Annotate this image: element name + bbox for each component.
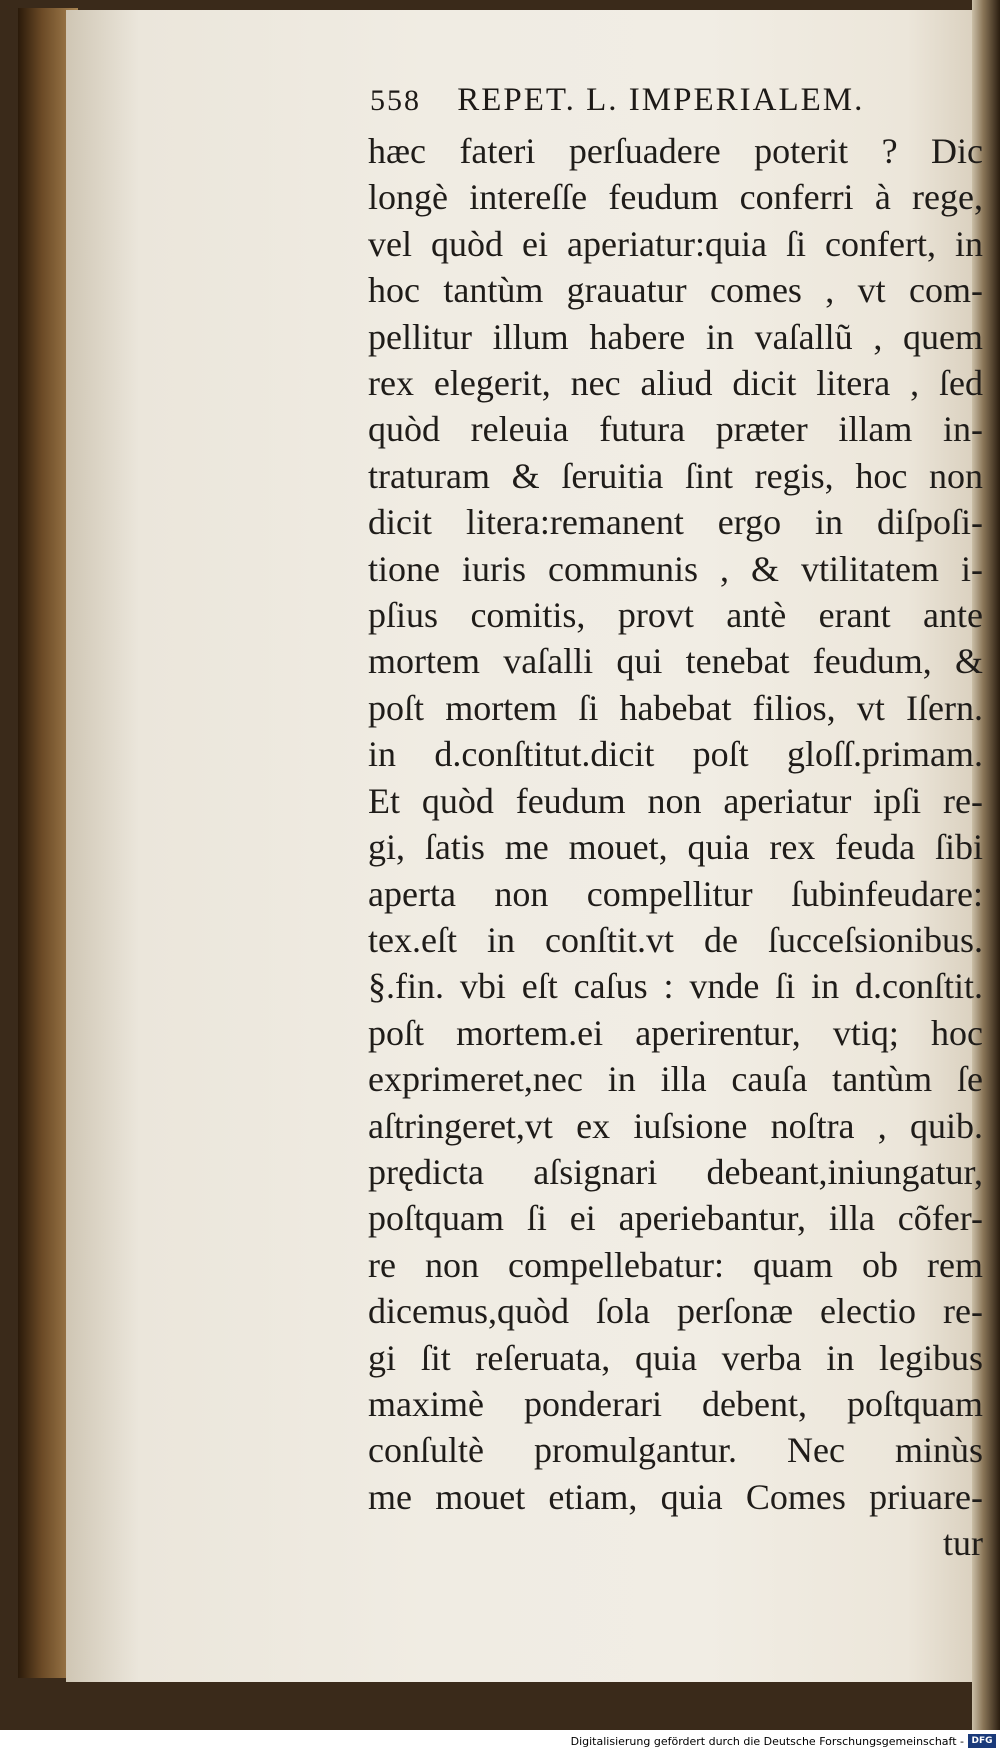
text-line: Et quòd feudum non aperiatur ipſi re- bbox=[368, 780, 983, 821]
text-line: re non compellebatur: quam ob rem bbox=[368, 1244, 983, 1285]
text-line: conſultè promulgantur. Nec minùs bbox=[368, 1430, 983, 1471]
running-header bbox=[370, 82, 940, 128]
text-line: gi ſit reſeruata, quia verba in legibus bbox=[368, 1337, 983, 1378]
body-text bbox=[368, 128, 983, 1567]
text-line: pellitur illum habere in vaſallũ , quem bbox=[368, 316, 983, 357]
page-number: 558 bbox=[370, 84, 421, 117]
text-line: longè intereſſe feudum conferri à rege, bbox=[368, 177, 983, 218]
catchword: tur bbox=[943, 1523, 983, 1564]
text-line: pſius comitis, provt antè erant ante bbox=[368, 595, 983, 636]
text-line: in d.conſtitut.dicit poſt gloſſ.primam. bbox=[368, 734, 983, 775]
text-line: mortem vaſalli qui tenebat feudum, & bbox=[368, 641, 983, 682]
text-line: traturam & ſeruitia ſint regis, hoc non bbox=[368, 455, 983, 496]
text-line: hoc tantùm grauatur comes , vt com- bbox=[368, 270, 983, 311]
text-line: hæc fateri perſuadere poterit ? Dic bbox=[368, 131, 983, 171]
text-line: aſtringeret,vt ex iuſsione noſtra , quib. bbox=[368, 1105, 983, 1146]
text-line: dicit litera:remanent ergo in diſpoſi- bbox=[368, 502, 983, 543]
text-line: §.fin. vbi eſt caſus : vnde ſi in d.conſtit. bbox=[368, 966, 983, 1007]
text-line: exprimeret,nec in illa cauſa tantùm ſe bbox=[368, 1059, 983, 1100]
text-line: poſt mortem ſi habebat filios, vt Iſern. bbox=[368, 687, 983, 728]
running-title: REPET. L. IMPERIALEM. bbox=[457, 82, 865, 118]
text-line: gi, ſatis me mouet, quia rex feuda ſibi bbox=[368, 827, 983, 868]
text-line: rex elegerit, nec aliud dicit litera , ſed bbox=[368, 363, 983, 404]
text-line: maximè ponderari debent, poſtquam bbox=[368, 1383, 983, 1424]
funding-credit: Digitalisierung gefördert durch die Deutsche Forschungsgemeinschaft - bbox=[570, 1735, 964, 1748]
text-line: prędicta aſsignari debeant,iniungatur, bbox=[368, 1151, 983, 1192]
text-line: me mouet etiam, quia Comes priuare- bbox=[368, 1476, 983, 1517]
text-line: tex.eſt in conſtit.vt de ſucceſsionibus. bbox=[368, 919, 983, 960]
dfg-logo: DFG bbox=[968, 1734, 996, 1748]
text-line: poſt mortem.ei aperirentur, vtiq; hoc bbox=[368, 1012, 983, 1053]
text-line: vel quòd ei aperiatur:quia ſi confert, in bbox=[368, 223, 983, 264]
text-line: aperta non compellitur ſubinfeudare: bbox=[368, 873, 983, 914]
text-line: tione iuris communis , & vtilitatem i- bbox=[368, 548, 983, 589]
text-line: dicemus,quòd ſola perſonæ electio re- bbox=[368, 1291, 983, 1332]
text-line: poſtquam ſi ei aperiebantur, illa cõfer- bbox=[368, 1198, 983, 1239]
digitization-footer bbox=[0, 1730, 1000, 1754]
text-line: quòd releuia futura præter illam in- bbox=[368, 409, 983, 450]
